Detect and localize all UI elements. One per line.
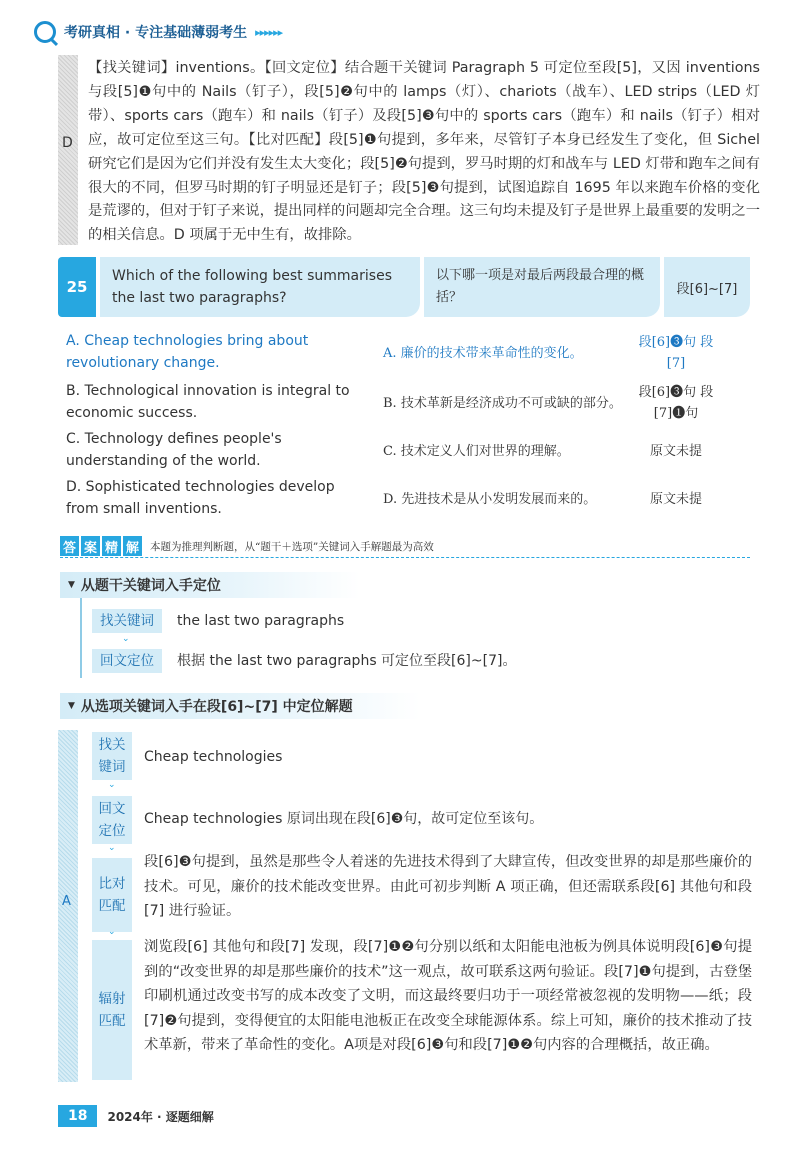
option-en: A. Cheap technologies bring about revolutionary change. [66,333,309,371]
question-stem-zh: 以下哪一项是对最后两段最合理的概括？ [424,257,660,317]
question-bar [58,257,750,317]
page-footer [58,1104,214,1128]
search-logo-icon [34,21,56,43]
section-heading-2 [60,693,420,719]
triangle-down-icon: ▼ [68,580,75,590]
chevron-down-icon: ⌄ [108,780,116,790]
option-a-row [66,330,762,376]
option-b-row [66,380,762,426]
answer-tag-char: 解 [123,536,142,556]
answer-note: 本题为推理判断题，从“题干＋选项”关键词入手解题最为高效 [150,540,434,553]
step-radiate-tag: 辐射匹配 [92,940,132,1080]
step-compare-tag: 比对匹配 [92,858,132,932]
step-locate-text: Cheap technologies 原词出现在段[6]❸句，故可定位至该句。 [144,811,544,827]
option-ref: 原文未提 [649,491,702,507]
header-title: 考研真相 · 专注基础薄弱考生 [64,25,248,41]
step-compare-text: 段[6]❸句提到，虽然是那些令人着迷的先进技术得到了大肆宣传，但改变世界的却是那些廉价的技术。可见，廉价的技术能改变世界。由此可初步判断 A 项正确，但还需联系段[6] 其他句和段[7] 进行验证。 [144,854,752,920]
answer-heading [60,535,750,557]
option-d-label-bar [58,55,78,245]
section-heading-1 [60,572,360,598]
locate-text: 根据 the last two paragraphs 可定位至段[6]~[7]。 [177,653,517,669]
step-find-keyword-tag: 找关键词 [92,732,132,780]
section-title: 从题干关键词入手定位 [80,578,221,594]
option-d-analysis [58,55,764,245]
option-d-row [66,476,762,522]
step-radiate-text: 浏览段[6] 其他句和段[7] 发现，段[7]❶❷句分别以纸和太阳能电池板为例具体说明段[6]❸句提到的“改变世界的却是那些廉价的技术”这一观点，故可联系这两句验证。段[7]❶句提到，古登堡印刷机通过改变书写的成本改变了文明，而这最终要归功于一项经常被忽视的发明物——纸；段[7]❷句提到，变得便宜的太阳能电池板正在改变全球能源体系。综上可知，廉价的技术推动了技术革新，带来了革命性的变化。A项是对段[6]❸句和段[7]❶❷句内容的合理概括，故正确。 [144,939,752,1054]
locate-tag: 回文定位 [92,649,162,673]
option-zh: B. 技术革新是经济成功不可或缺的部分。 [383,395,622,411]
answer-tag-char: 案 [81,536,100,556]
question-stem-en: Which of the following best summarises the last two paragraphs? [100,257,420,317]
find-keyword-text: the last two paragraphs [177,613,345,629]
option-c-row [66,428,762,474]
question-number: 25 [58,257,96,317]
option-zh: C. 技术定义人们对世界的理解。 [383,443,570,459]
option-d-text: 【找关键词】inventions。【回文定位】结合题干关键词 Paragraph 5 可定位至段[5]，又因 inventions 与段[5]❶句中的 Nails（钉子），段[5]❷句中的 lamps（灯）、chariots（战车）、LED strips（LED 灯带）、sports cars（跑车）和 nails（钉子）及段[5]❸句中的 sports cars（跑车）和 nails（钉子）相对应，故可定位至这三句。【比对匹配】段[5]❶句提到，多年来，尽管钉子本身已经发生了变化，但 Sichel 研究它们是因为它们并没有发生太大变化；段[5]❷句提到，罗马时期的灯和战车与 LED 灯带和跑车之间有很大的不同，但罗马时期的钉子明显还是钉子；段[5]❸句提到，试图追踪自 1695 年以来跑车价格的变化是荒谬的，但对于钉子来说，提出同样的问题却完全合理。这三句均未提及钉子是世界上最重要的发明之一的相关信息。D 项属于无中生有，故排除。 [88,60,760,244]
option-a-letter: A [62,894,71,909]
option-en: B. Technological innovation is integral to economic success. [66,383,350,421]
option-ref: 原文未提 [649,443,702,459]
option-d-letter: D [62,135,73,151]
question-location: 段[6]~[7] [664,257,750,317]
option-ref: 段[6]❸句 段[7] [638,335,714,371]
connector-line [80,598,82,678]
section-title: 从选项关键词入手在段[6]~[7] 中定位解题 [80,699,353,715]
option-ref: 段[6]❸句 段[7]❶句 [638,385,714,421]
step-locate-tag: 回文定位 [92,796,132,844]
triangle-down-icon: ▼ [68,701,75,711]
answer-tag [60,536,142,556]
page-header [34,20,282,44]
find-keyword-tag: 找关键词 [92,609,162,633]
chevron-down-icon: ⌄ [108,843,116,853]
option-en: C. Technology defines people's understanding of the world. [66,431,282,469]
page-number: 18 [58,1105,97,1127]
divider [60,557,750,558]
step-find-keyword-text: Cheap technologies [144,749,283,765]
chevron-down-icon: ⌄ [108,927,116,937]
option-zh: A. 廉价的技术带来革命性的变化。 [383,345,583,361]
footer-title: 2024年 · 逐题细解 [107,1109,214,1124]
chevron-down-icon: ⌄ [122,634,130,644]
arrows-decoration: ▸▸▸▸▸▸ [255,25,283,39]
option-en: D. Sophisticated technologies develop from small inventions. [66,479,335,517]
option-a-label-bar [58,730,78,1082]
answer-tag-char: 答 [60,536,79,556]
option-zh: D. 先进技术是从小发明发展而来的。 [383,491,597,507]
answer-tag-char: 精 [102,536,121,556]
